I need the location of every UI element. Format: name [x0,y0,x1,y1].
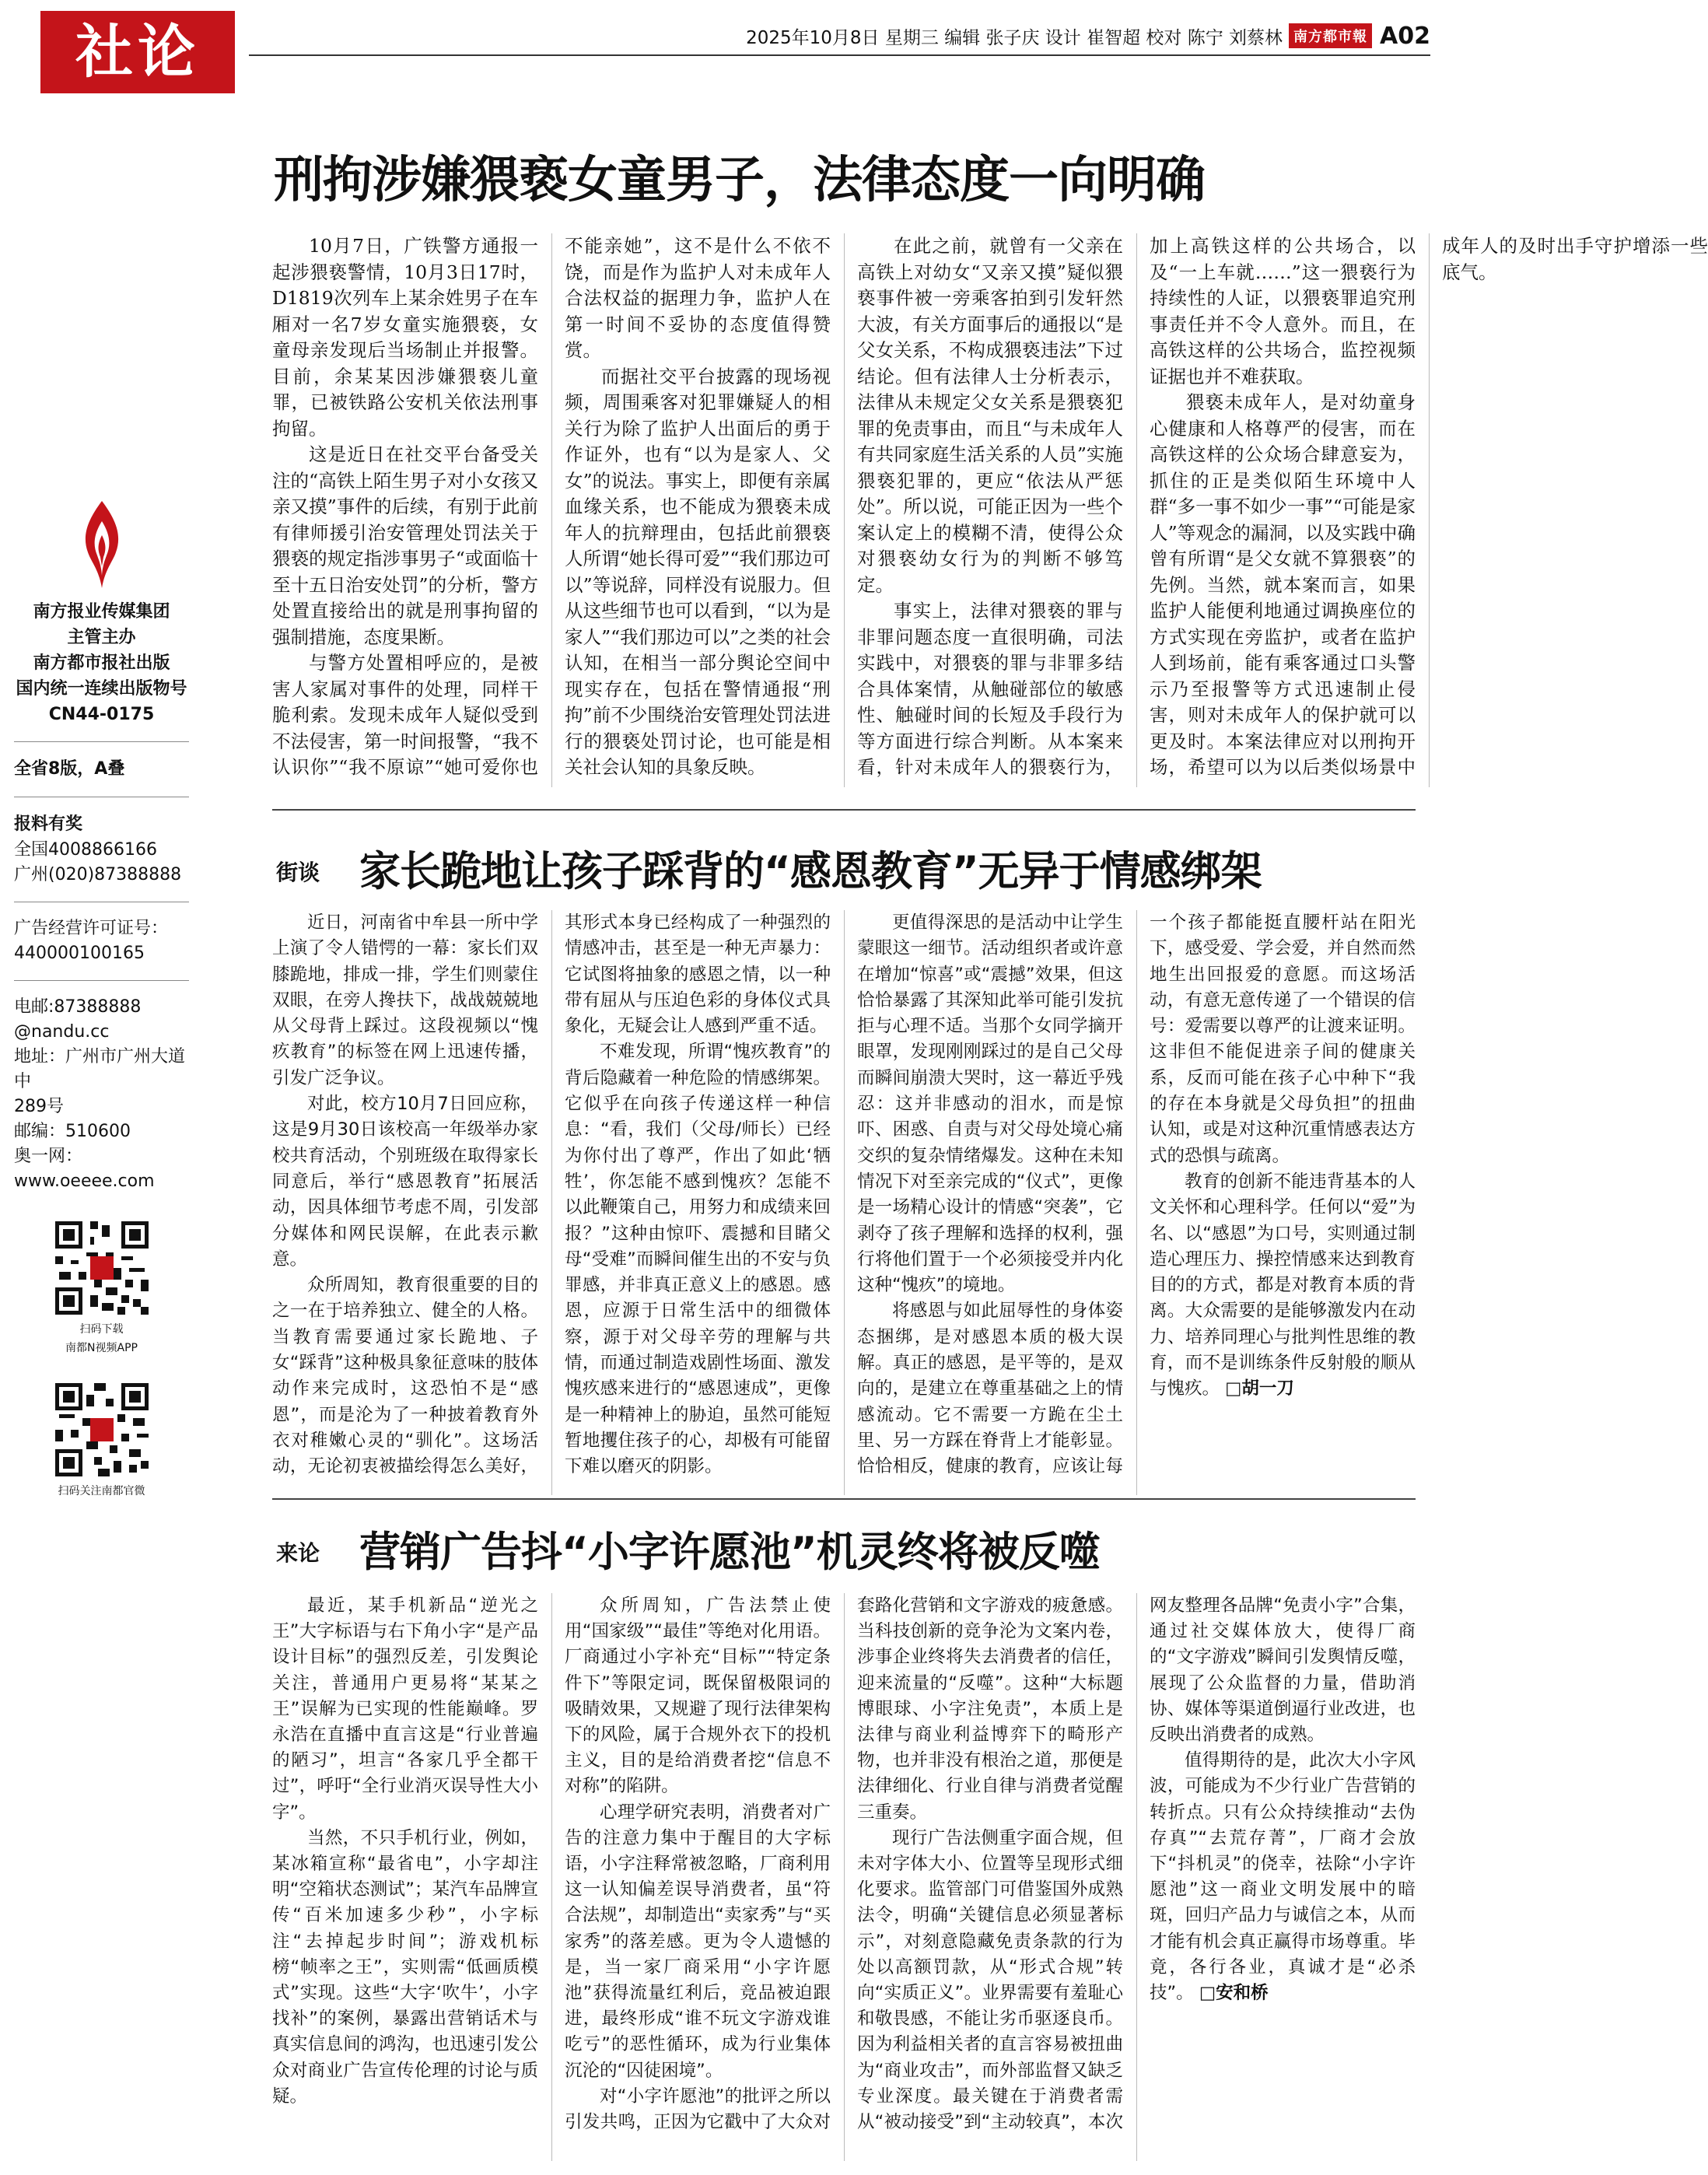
article1-body [272,233,1708,787]
article1-paragraph: 而据社交平台披露的现场视频，周围乘客对犯罪嫌疑人的相关行为除了监护人出面后的勇于作证外，也有“以为是家人、父女”的说法。事实上，即便有亲属血缘关系，也不能成为猥亵未成年人的抗辩理由，包括此前猥亵人所谓“她长得可爱”“我们那边可以”等说辞，同样没有说服力。但从这些细节也可以看到，“以为是家人”“我们那边可以”之类的社会认知，在相当一部分舆论空间中现实存在，包括在警情通报“刑拘”前不少围绕治安管理处罚法进行的猥亵处罚讨论，也可能是相关社会认知的具象反映。 [565,365,831,778]
serial-label: 国内统一连续出版物号 [16,679,187,699]
qr-app-caption2: 南都N视频APP [65,1342,138,1354]
ad-license-number: 440000100165 [14,944,145,963]
article-divider [272,1498,1416,1500]
address-line2: 289号 [14,1097,64,1116]
article2-paragraph: 众所周知，教育很重要的目的之一在于培养独立、健全的人格。当教育需要通过家长跪地、子女“踩背”这种极具象征意味的肢体动作来完成时，这恐怕不是“感恩”，而是沦为了一种披着教育外衣对稚嫩心灵的“驯化”。这场活动，无论初衷被描绘得怎么美好，其形式本身已经构成了一种强烈的情感冲击，甚至是一种无声暴力：它试图将抽象的感恩之情，以一种带有屈从与压迫色彩的身体仪式具象化，无疑会让人感到严重不适。 [272,912,831,1477]
article1-headline: 刑拘涉嫌猥亵女童男子，法律态度一向明确 [274,152,1205,209]
org-name: 南方报业传媒集团 [33,602,170,622]
article-divider [272,809,1416,811]
article2-paragraph: 教育的创新不能违背基本的人文关怀和心理科学。任何以“爱”为名、以“感恩”为口号，实则通过制造心理压力、操控情感来达到教育目的的方式，都是对教育本质的背离。大众需要的是能够激发内在动力、培养同理心与批判性思维的教育，而不是训练条件反射般的顺从与愧疚。 [1150,1171,1416,1399]
article1-paragraph: 与警方处置相呼应的，是被害人家属对事件的处理，同样干脆利索。发现未成年人疑似受到不法侵害，第一时间报警，“我不认识你”“我不原谅”“她可爱你也不能亲她”，这不是什么不依不饶，而是作为监护人对未成年人合法权益的据理力争，监护人在第一时间不妥协的态度值得赞赏。 [272,235,831,778]
page-number: A02 [1380,22,1430,50]
sidebar-divider [14,741,189,742]
section-banner [40,11,235,93]
web-label: 奥一网： [14,1147,83,1166]
ad-license-label: 广告经营许可证号： [14,919,169,938]
report-title: 报料有奖 [14,814,83,834]
hotline-guangzhou: 广州(020)87388888 [14,865,182,884]
paper-logo: 南方都市報 [1289,23,1372,48]
article3-author: □安和桥 [1199,1983,1269,2004]
article1-paragraph: 10月7日，广铁警方通报一起涉猥亵警情，10月3日17时，D1819次列车上某余姓男子在车厢对一名7岁女童实施猥亵，女童母亲发现后当场制止并报警。目前，余某某因涉嫌猥亵儿童罪，已被铁路公安机关依法刑事拘留。 [272,235,538,440]
article2-paragraph: 近日，河南省中牟县一所中学上演了令人错愕的一幕：家长们双膝跪地，排成一排，学生们则蒙住双眼，在旁人搀扶下，战战兢兢地从父母背上踩过。这段视频以“愧疚教育”的标签在网上迅速传播，引发广泛争议。 [272,912,538,1088]
header-divider [249,54,1430,56]
article3-paragraph: 众所周知，广告法禁止使用“国家级”“最佳”等绝对化用语。厂商通过小字补充“目标”“特定条件下”等限定词，既保留极限词的吸睛效果，又规避了现行法律架构下的风险，属于合规外衣下的投机主义，目的是给消费者挖“信息不对称”的陷阱。 [565,1595,831,1797]
address-line1: 地址：广州市广州大道中 [14,1047,186,1091]
article2-paragraph: 不难发现，所谓“愧疚教育”的背后隐藏着一种危险的情感绑架。它似乎在向孩子传递这样一种信息：“看，我们（父母/师长）已经为你付出了尊严，作出了如此‘牺牲’，你怎能不感到愧疚？怎能不以此鞭策自己，用努力和成绩来回报？”这种由惊吓、震撼和目睹父母“受难”而瞬间催生出的不安与负罪感，并非真正意义上的感恩。感恩，应源于日常生活中的细微体察，源于对父母辛劳的理解与共情，而通过制造戏剧性场面、激发愧疚感来进行的“感恩速成”，更像是一种精神上的胁迫，虽然可能短暂地攫住孩子的心，却极有可能留下难以磨灭的阴影。 [565,1042,831,1477]
contact-phone: 电邮:87388888 [14,997,142,1017]
article3-paragraph: 最近，某手机新品“逆光之王”大字标语与右下角小字“是产品设计目标”的强烈反差，引发舆论关注，普通用户更易将“某某之王”误解为已实现的性能巅峰。罗永浩在直播中直言这是“行业普遍的陋习”，坦言“各家几乎全都干过”，呼吁“全行业消灭误导性大小字”。 [272,1595,538,1823]
hotline-national: 全国4008866166 [14,840,157,860]
edition-info: 全省8版，A叠 [14,759,125,779]
article1-paragraph: 这是近日在社交平台备受关注的“高铁上陌生男子对小女孩又亲又摸”事件的后续，有别于此前有律师援引治安管理处罚法关于猥亵的规定指涉事男子“或面临十至十五日治安处罚”的分析，警方处置直接给出的就是刑事拘留的强制措施，态度果断。 [272,443,538,648]
serial-number: CN44-0175 [48,705,155,724]
sidebar [14,498,189,1499]
article1-paragraph: 事实上，法律对猥亵的罪与非罪问题态度一直很明确，司法实践中，对猥亵的罪与非罪多结合具体案情，从触碰部位的敏感性、触碰时间的长短及手段行为等方面进行综合判断。从本案来看，针对未成年人的猥亵行为，加上高铁这样的公共场合，以及“一上车就……”这一猥亵行为持续性的人证，以猥亵罪追究刑事责任并不令人意外。而且，在高铁这样的公共场合，监控视频证据也并不难获取。 [857,235,1416,778]
qr-code-app-icon[interactable] [51,1217,152,1319]
article3-body [272,1593,1416,2161]
article2-last-paragraph [1150,1169,1416,1403]
article2-body [272,910,1416,1495]
page-info-bar [746,20,1430,51]
org-role: 主管主办 [67,628,136,647]
nanfang-flame-logo-icon [71,498,133,591]
article2-headline: 家长跪地让孩子踩背的“感恩教育”无异于情感绑架 [359,848,1262,895]
section-title: 社论 [75,19,200,86]
qr-app-caption1: 扫码下载 [79,1323,124,1336]
article2-paragraph: 将感恩与如此屈辱性的身体姿态捆绑，是对感恩本质的极大误解。真正的感恩，是平等的，是双向的，是建立在尊重基础之上的情感流动。它不需要一方跪在尘土里、另一方踩在脊背上才能彰显。恰恰相反，健康的教育，应该让每一个孩子都能挺直腰杆站在阳光下，感受爱、学会爱，并自然而然地生出回报爱的意愿。而这场活动，有意无意传递了一个错误的信号：爱需要以尊严的让渡来证明。这非但不能促进亲子间的健康关系，反而可能在孩子心中种下“我的存在本身就是父母负担”的扭曲认知，或是对这种沉重情感表达方式的恐惧与疏离。 [857,912,1416,1477]
org-publisher: 南方都市报社出版 [33,653,170,673]
issue-info: 2025年10月8日 星期三 编辑 张子庆 设计 崔智超 校对 陈宁 刘蔡林 [746,27,1283,48]
qr-wechat-caption: 扫码关注南都官微 [58,1485,145,1497]
sidebar-divider [14,980,189,981]
qr-code-wechat-icon[interactable] [51,1379,152,1480]
article2-kicker: 街谈 [276,860,320,885]
qr-app-block [14,1217,189,1356]
article3-paragraph: 当然，不只手机行业，例如，某冰箱宣称“最省电”，小字却注明“空箱状态测试”；某汽车品牌宣传“百米加速多少秒”，小字标注“去掉起步时间”；游戏机标榜“帧率之王”，实则需“低画质模式”实现。这些“大字‘吹牛’，小字找补”的案例，暴露出营销话术与真实信息间的鸿沟，也迅速引发公众对商业广告宣传伦理的讨论与质疑。 [272,1827,538,2107]
postcode: 邮编：510600 [14,1122,131,1141]
article3-paragraph: 现行广告法侧重字面合规，但未对字体大小、位置等呈现形式细化要求。监管部门可借鉴国外成熟法令，明确“关键信息必须显著标示”，对刻意隐藏免责条款的行为处以高额罚款，从“形式合规”转向“实质正义”。业界需要有羞耻心和敬畏感，不能让劣币驱逐良币。因为利益相关者的直言容易被扭曲为“商业攻击”，而外部监督又缺乏专业深度。最关键在于消费者需从“被动接受”到“主动较真”，本次网友整理各品牌“免责小字”合集，通过社交媒体放大，使得厂商的“文字游戏”瞬间引发舆情反噬，展现了公众监督的力量，借助消协、媒体等渠道倒逼行业改进，也反映出消费者的成熟。 [857,1595,1416,2133]
article3-kicker: 来论 [276,1540,320,1566]
article2-paragraph: 对此，校方10月7日回应称，这是9月30日该校高一年级举办家校共育活动，个别班级在取得家长同意后，举行“感恩教育”拓展活动，因具体细节考虑不周，引发部分媒体和网民误解，在此表示歉意。 [272,1094,538,1270]
web-url: www.oeeee.com [14,1172,155,1191]
article1-paragraph: 猥亵未成年人，是对幼童身心健康和人格尊严的侵害，而在高铁这样的公众场合肆意妄为，抓住的正是类似陌生环境中人群“多一事不如少一事”“可能是家人”等观念的漏洞，以及实践中确曾有所谓“是父女就不算猥亵”的先例。当然，就本案而言，如果监护人能便利地通过调换座位的方式实现在旁监护，或者在监护人到场前，能有乘客通过口头警示乃至报警等方式迅速制止侵害，则对未成年人的保护就可以更及时。本案法律应对以刑拘开场，希望可以为以后类似场景中成年人的及时出手守护增添一些底气。 [1150,235,1708,778]
article2-paragraph: 更值得深思的是活动中让学生蒙眼这一细节。活动组织者或许意在增加“惊喜”或“震撼”效果，但这恰恰暴露了其深知此举可能引发抗拒与心理不适。当那个女同学摘开眼罩，发现刚刚踩过的是自己父母而瞬间崩溃大哭时，这一幕近乎残忍：这并非感动的泪水，而是惊吓、困惑、自责与对父母处境心痛交织的复杂情绪爆发。这种在未知情况下对至亲完成的“仪式”，更像是一场精心设计的情感“突袭”，它剥夺了孩子理解和选择的权利，强行将他们置于一个必须接受并内化这种“愧疚”的境地。 [857,912,1123,1296]
contact-email: @nandu.cc [14,1022,110,1042]
article3-last-paragraph [1150,1748,1416,2006]
article3-headline: 营销广告抖“小字许愿池”机灵终将被反噬 [359,1529,1100,1576]
article3-paragraph: 心理学研究表明，消费者对广告的注意力集中于醒目的大字标语，小字注释常被忽略，厂商利用这一认知偏差误导消费者，虽“符合法规”，却制造出“卖家秀”与“买家秀”的落差感。更为令人遗憾的是，当一家厂商采用“小字许愿池”获得流量红利后，竞品被迫跟进，最终形成“谁不玩文字游戏谁吃亏”的恶性循环，成为行业集体沉沦的“囚徒困境”。 [565,1802,831,2081]
article3-paragraph: 值得期待的是，此次大小字风波，可能成为不少行业广告营销的转折点。只有公众持续推动“去伪存真”“去荒存菁”，厂商才会放下“抖机灵”的侥幸，祛除“小字许愿池”这一商业文明发展中的暗斑，回归产品力与诚信之本，从而才能有机会真正赢得市场尊重。毕竟，各行各业，真诚才是“必杀技”。 [1150,1750,1416,2004]
article2-author: □胡一刀 [1225,1378,1294,1399]
article3-paragraph: 对“小字许愿池”的批评之所以引发共鸣，正因为它戳中了大众对套路化营销和文字游戏的疲惫感。当科技创新的竞争沦为文案内卷，涉事企业终将失去消费者的信任，迎来流量的“反噬”。这种“大标题博眼球、小字注免责”，本质上是法律与商业利益博弈下的畸形产物，也并非没有根治之道，那便是法律细化、行业自律与消费者觉醒三重奏。 [565,1595,1123,2133]
qr-wechat-block [14,1379,189,1499]
article1-paragraph: 在此之前，就曾有一父亲在高铁上对幼女“又亲又摸”疑似猥亵事件被一旁乘客拍到引发轩然大波，有关方面事后的通报以“是父女关系，不构成猥亵违法”下过结论。但有法律人士分析表示，法律从未规定父女关系是猥亵犯罪的免责事由，而且“与未成年人有共同家庭生活关系的人员”实施猥亵犯罪的，更应“依法从严惩处”。所以说，可能正因为一些个案认定上的模糊不清，使得公众对猥亵幼女行为的判断不够笃定。 [857,235,1123,596]
